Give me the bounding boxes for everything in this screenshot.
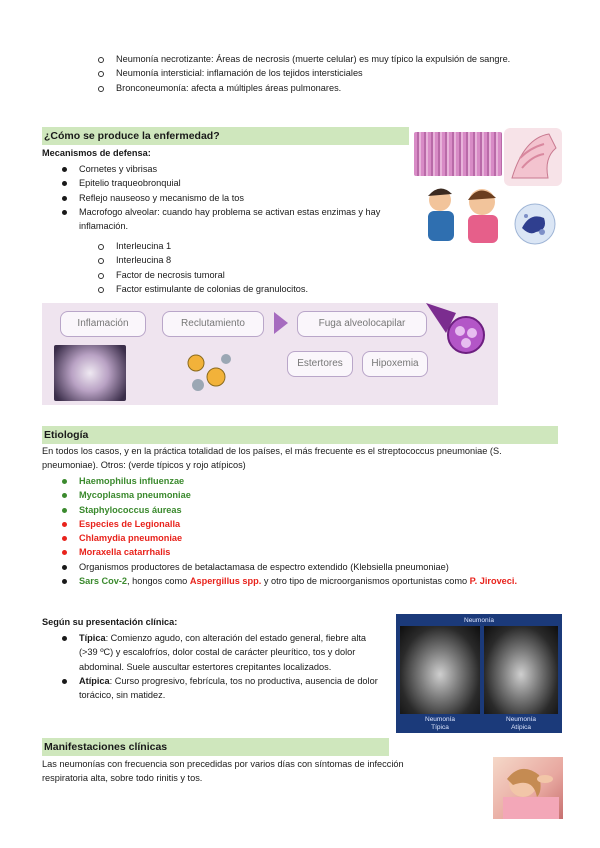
jiroveci-text: P. Jiroveci. [469, 575, 518, 586]
aspergillus-text: Aspergillus spp. [189, 575, 262, 586]
xray-title: Neumonía [464, 617, 494, 624]
manifestaciones-text: Las neumonías con frecuencia son precedidas por varios días con síntomas de infección respiratoria alta, sobre todo rinitis y tos. [42, 759, 404, 784]
list-item: Factor estimulante de colonias de granulocitos. [98, 282, 308, 296]
list-item: Interleucina 8 [98, 253, 308, 267]
inflammation-process-diagram [42, 303, 498, 405]
section-heading-etiologia: Etiología [42, 426, 558, 444]
list-item: Factor de necrosis tumoral [98, 268, 308, 282]
sick-child-image [493, 757, 563, 819]
list-item: Macrofogo alveolar: cuando hay problema se activan estas enzimas y hay inflamación. [59, 205, 394, 234]
xray-typical [400, 626, 480, 714]
estertores-label: Estertores [287, 351, 353, 377]
mecanismos-subtitle: Mecanismos de defensa: [42, 148, 151, 158]
oportunistas-text: y otro tipo de microorganismos oportunistas como [261, 575, 470, 586]
presentacion-heading: Según su presentación clínica: [42, 617, 178, 627]
coughing-kids-image [420, 178, 510, 246]
etiologia-list [59, 474, 517, 588]
list-item: Bronconeumonía: afecta a múltiples áreas pulmonares. [98, 81, 510, 95]
list-item: Reflejo nauseoso y mecanismo de la tos [59, 191, 394, 205]
epithelium-image [414, 132, 502, 176]
list-item: Neumonía necrotizante: Áreas de necrosis (muerte celular) es muy típico la expulsión de sangre. [98, 52, 510, 66]
list-item: Cornetes y vibrisas [59, 162, 394, 176]
nasal-cavity-image [504, 128, 562, 186]
hongos-text: , hongos como [127, 575, 190, 586]
list-item: Interleucina 1 [98, 239, 308, 253]
bacteria-cells-image [182, 347, 242, 397]
xray-typical-label: Neumonía Típica [425, 716, 455, 731]
fuga-label: Fuga alveolocapilar [297, 311, 427, 337]
list-item: Mycoplasma pneumoniae [59, 488, 517, 502]
list-item: Staphylococcus áureas [59, 503, 517, 517]
sars-text: Sars Cov-2 [79, 575, 128, 586]
alveoli-image [426, 303, 498, 373]
section-heading-manifestaciones: Manifestaciones clínicas [42, 738, 389, 756]
xray-atypical-label: Neumonía Atípica [506, 716, 536, 731]
atipica-text: : Curso progresivo, febrícula, tos no productiva, ausencia de dolor torácico, sin matidez. [79, 675, 378, 700]
defense-illustration [412, 128, 562, 248]
section-heading-mecanismo: ¿Cómo se produce la enfermedad? [42, 127, 409, 145]
presentacion-list [59, 631, 385, 702]
list-item: Especies de Legionalla [59, 517, 517, 531]
list-item [59, 674, 385, 703]
xray-atypical [484, 626, 558, 714]
list-item: Moraxella catarrhalis [59, 545, 517, 559]
tipica-label: Típica [79, 633, 106, 643]
inflamacion-label: Inflamación [60, 311, 146, 337]
list-item: Organismos productores de betalactamasa de espectro extendido (Klebsiella pneumoniae) [59, 560, 517, 574]
mecanismos-list [59, 162, 394, 233]
hipoxemia-label: Hipoxemia [362, 351, 428, 377]
micrograph-image [54, 345, 126, 401]
mediadores-list [98, 239, 308, 296]
list-item [59, 631, 385, 674]
etiologia-intro: En todos los casos, y en la práctica totalidad de los países, el más frecuente es el streptococcus pneumoniae (S. pneumoniae). Otros: (verde típicos y rojo atípicos) [42, 446, 502, 471]
arrow-right-icon [274, 312, 288, 334]
reclutamiento-label: Reclutamiento [162, 311, 264, 337]
list-item [59, 574, 517, 588]
xray-comparison-image [396, 614, 562, 733]
list-item: Haemophilus influenzae [59, 474, 517, 488]
tipica-text: : Comienzo agudo, con alteración del estado general, fiebre alta (>39 ºC) y escalofríos, dolor costal de carácter pleurítico, tos y dolor abdominal. Suele auscultar estertores crepitantes localizados. [79, 633, 367, 672]
list-item: Chlamydia pneumoniae [59, 531, 517, 545]
atipica-label: Atípica [79, 675, 110, 686]
list-item: Neumonía intersticial: inflamación de los tejidos intersticiales [98, 66, 510, 80]
macrophage-image [512, 202, 558, 246]
tipos-neumonia-list [98, 52, 510, 95]
list-item: Epitelio traqueobronquial [59, 176, 394, 190]
